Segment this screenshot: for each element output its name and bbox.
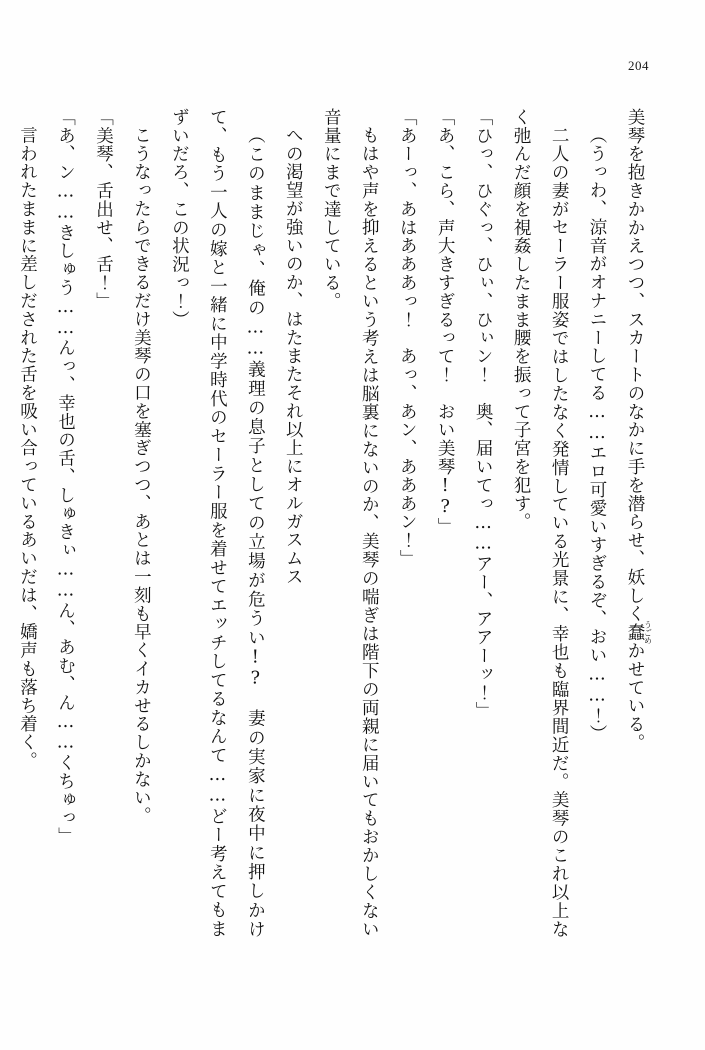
paragraph: 「あ、ン……きしゅう……んっ、幸也の舌、しゅきぃ……ん、あむ、ん……くちゅっ」 (55, 108, 76, 846)
paragraph: 「ひっ、ひぐっ、ひぃ、ひぃン！ 奥、届いてっ……アー、アアーッ！」 (473, 108, 494, 721)
paragraph: 言われたままに差しだされた舌を吸い合っているあいだは、嬌声も落ち着く。 (17, 125, 38, 770)
paragraph: 二人の妻がセーラー服姿ではしたなく発情している光景に、幸也も臨界間近だ。美琴のこれ以上なく弛んだ顔を視姦したまま腰を振って子宮を犯す。 (511, 108, 570, 938)
paragraph: 「あ、こら、声大きすぎるって！ おい美琴!?」 (435, 108, 456, 537)
paragraph: 「あーっ、あはあああっ！ あっ、あン、あああン！」 (397, 108, 418, 568)
paragraph: への渇望が強いのか、はたまたそれ以上にオルガスムス (283, 125, 304, 586)
paragraph: （このままじゃ、俺の……義理の息子としての立場が危うい!? 妻の実家に夜中に押しかけて、もう一人の嫁と一緒に中学時代のセーラー服を着せてエッチしてるなんて……どー考えてもまずいだろ、この状況っ！） (169, 108, 266, 938)
paragraph: 美琴を抱きかかえつつ、スカートのなかに手を潜らせ、妖しく蠢うごめかせている。 (625, 108, 653, 753)
page-text-body (17, 108, 653, 938)
paragraph: 「美琴、舌出せ、舌！」 (93, 108, 114, 311)
paragraph: もはや声を抑えるという考えは脳裏にないのか、美琴の喘ぎは階下の両親に届いてもおかしくない音量にまで達している。 (321, 108, 380, 938)
paragraph: こうなったらできるだけ美琴の口を塞ぎつつ、あとは一刻も早くイカせるしかない。 (131, 125, 152, 825)
paragraph: （うっわ、涼音がオナニーしてる……エロ可愛いすぎるぞ、おい……！） (587, 125, 608, 743)
page-number: 204 (628, 58, 649, 73)
